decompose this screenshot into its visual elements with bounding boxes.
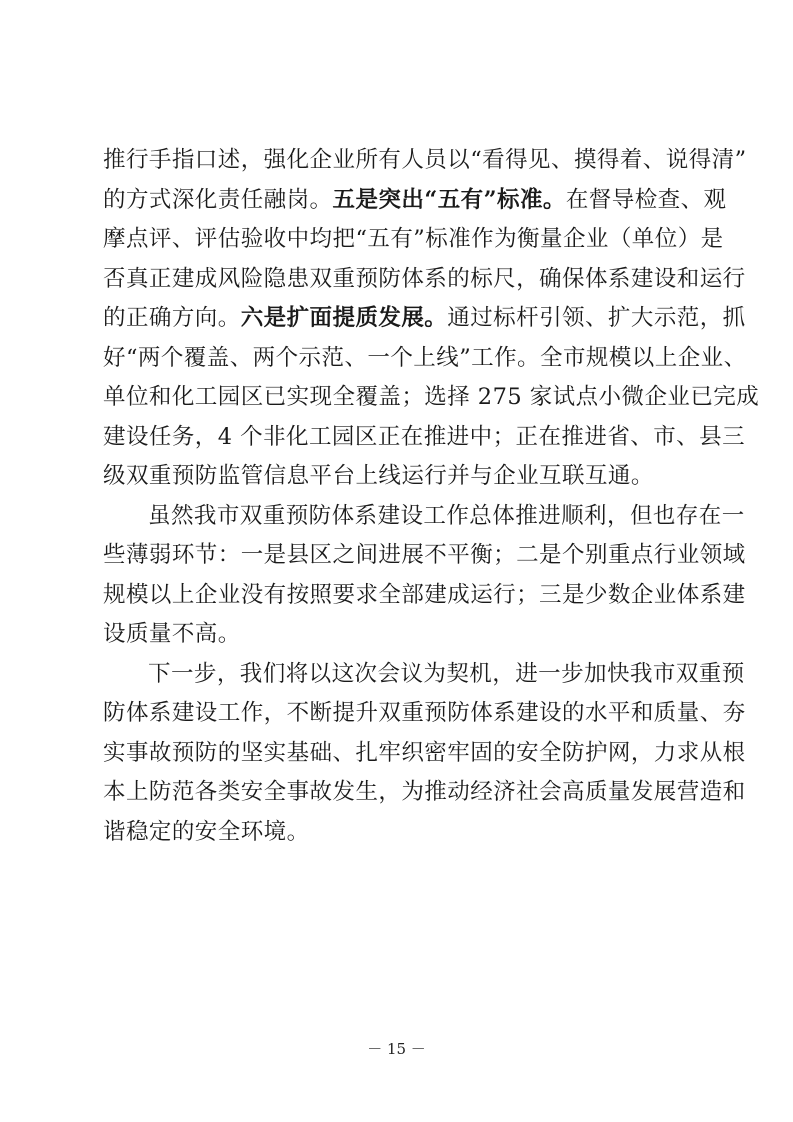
text-run: 在督导检查、观: [565, 186, 727, 213]
text-line: 设质量不高。: [103, 621, 241, 647]
text-line: 虽然我市双重预防体系建设工作总体推进顺利，但也存在一: [148, 502, 745, 529]
page-number: － 15 －: [367, 1040, 426, 1058]
text-line: 建设任务，4 个非化工园区正在推进中；正在推进省、市、县三: [103, 423, 746, 450]
text-line: 摩点评、评估验收中均把“五有”标准作为衡量企业（单位）是: [103, 226, 724, 252]
text-line: 级双重预防监管信息平台上线运行并与企业互联互通。: [103, 463, 654, 489]
bold-heading-five: 五是突出“五有”标准。: [332, 186, 566, 213]
document-body: [103, 141, 760, 852]
text-line: 谐稳定的安全环境。: [103, 818, 310, 845]
text-line: 推行手指口述，强化企业所有人员以“看得见、摸得着、说得清”: [103, 147, 747, 173]
paragraph-continued: [103, 141, 760, 497]
text-run: 的正确方向。: [103, 305, 241, 331]
text-line: [103, 299, 746, 339]
text-line: 否真正建成风险隐患双重预防体系的标尺，确保体系建设和运行: [103, 265, 746, 292]
bold-heading-six: 六是扩面提质发展。: [240, 305, 448, 331]
text-line: 下一步，我们将以这次会议为契机，进一步加快我市双重预: [148, 660, 745, 687]
text-line: 规模以上企业没有按照要求全部建成运行；三是少数企业体系建: [103, 581, 746, 608]
text-line: 单位和化工园区已实现全覆盖；选择 275 家试点小微企业已完成: [103, 384, 760, 410]
paragraph-next-steps: [103, 655, 746, 853]
text-line: 本上防范各类安全事故发生，为推动经济社会高质量发展营造和: [103, 779, 746, 805]
text-line: 好“两个覆盖、两个示范、一个上线”工作。全市规模以上企业、: [103, 344, 747, 371]
text-line: [103, 181, 727, 221]
text-line: 些薄弱环节：一是县区之间进展不平衡；二是个别重点行业领域: [103, 542, 746, 568]
text-line: 实事故预防的坚实基础、扎牢织密牢固的安全防护网，力求从根: [103, 739, 746, 766]
paragraph-weaknesses: [103, 497, 746, 655]
text-line: 防体系建设工作，不断提升双重预防体系建设的水平和质量、夯: [103, 700, 746, 726]
text-run: 通过标杆引领、扩大示范，抓: [447, 305, 746, 331]
text-run: 的方式深化责任融岗。: [103, 186, 333, 213]
